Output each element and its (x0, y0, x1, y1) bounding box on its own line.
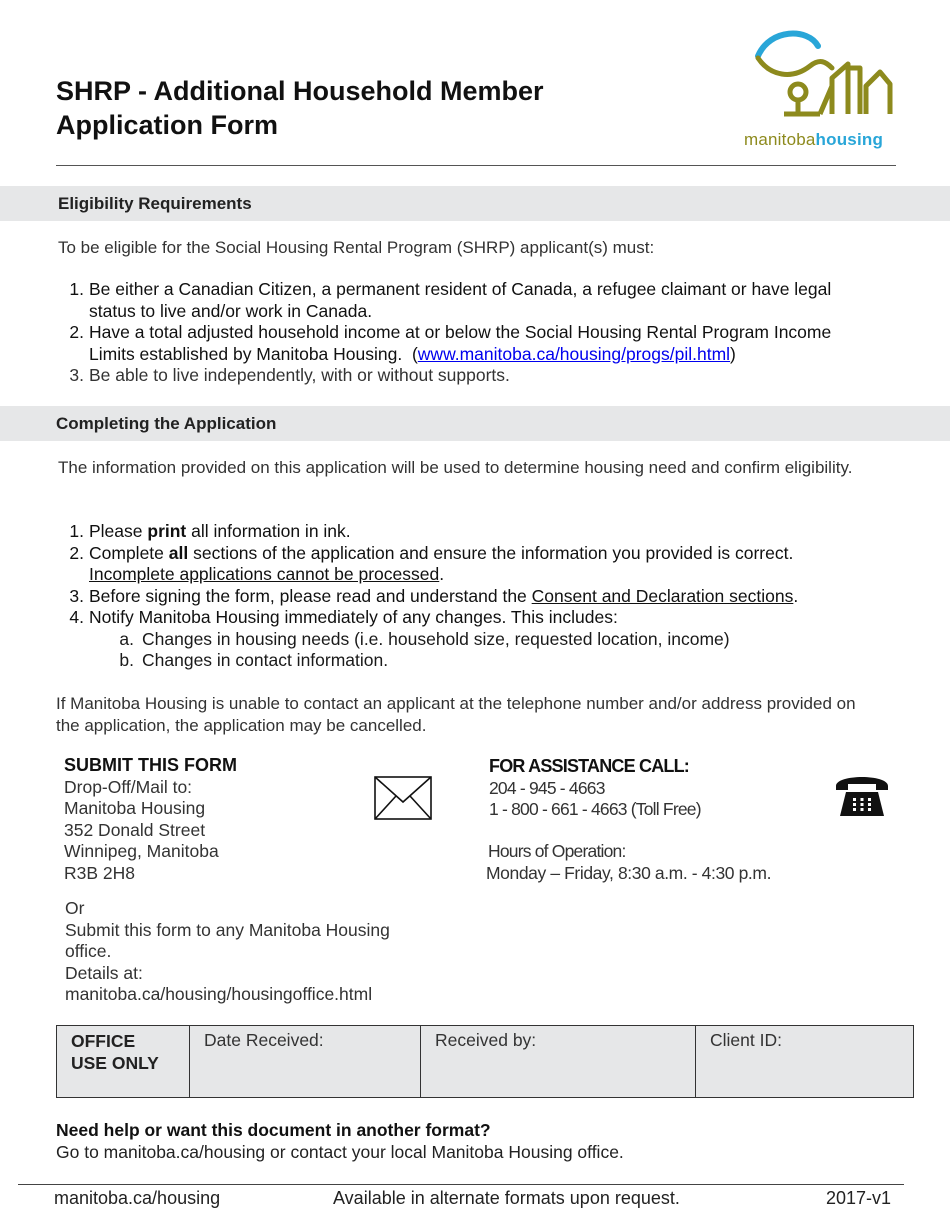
submit-form-block: SUBMIT THIS FORM Drop-Off/Mail to: Manitoba Housing 352 Donald Street Winnipeg, Manitoba R3B 2H8 (64, 755, 237, 883)
list-item: b. Changes in contact information. (119, 650, 389, 670)
alternate-submit-block: Or Submit this form to any Manitoba Housing office. Details at: manitoba.ca/housing/housingoffice.html (65, 898, 390, 1004)
assistance-block: FOR ASSISTANCE CALL: 204 - 945 - 4663 1 - 800 - 661 - 4663 (Toll Free) (489, 756, 809, 821)
received-by-field: Received by: (421, 1026, 696, 1098)
hours-block: Hours of Operation: Monday – Friday, 8:30 a.m. - 4:30 p.m. (486, 841, 772, 883)
instructions-list (56, 521, 936, 672)
list-item: 2. Complete all sections of the application and ensure the information you provided is correct. Incomplete applications cannot be processed. (69, 542, 794, 584)
footer-divider (18, 1184, 904, 1185)
help-heading: Need help or want this document in another format? (56, 1120, 491, 1140)
income-limits-link[interactable]: www.manitoba.ca/housing/progs/pil.html (417, 343, 731, 364)
logo-wordmark: manitobahousing (744, 130, 884, 149)
cancellation-note: If Manitoba Housing is unable to contact an applicant at the telephone number and/or address provided on the application, the application may be cancelled. (56, 694, 856, 735)
list-item: 4. Notify Manitoba Housing immediately of any changes. This includes: (69, 607, 618, 627)
phone-local: 204 - 945 - 4663 (489, 777, 605, 798)
page-title: SHRP - Additional Household Member Application Form (56, 76, 544, 140)
footer-formats-note: Available in alternate formats upon request. (333, 1188, 680, 1208)
office-use-label: OFFICE USE ONLY (57, 1026, 190, 1098)
list-item: a. Changes in housing needs (i.e. household size, requested location, income) (119, 628, 730, 649)
help-text: Go to manitoba.ca/housing or contact your local Manitoba Housing office. (56, 1142, 624, 1162)
list-item: 1. Please print all information in ink. (69, 521, 351, 541)
phone-toll-free: 1 - 800 - 661 - 4663 (Toll Free) (489, 799, 701, 819)
header-divider (56, 165, 896, 166)
client-id-field: Client ID: (696, 1026, 914, 1098)
list-item: 1. Be either a Canadian Citizen, a permanent resident of Canada, a refugee claimant or have legal status to live and/or work in Canada. (69, 279, 832, 321)
completing-section-header: Completing the Application (0, 406, 950, 441)
list-item: 2. Have a total adjusted household income at or below the Social Housing Rental Program Income Limits established by Manitoba Housing. (www.manitoba.ca/housing/progs/pil.html) (69, 322, 832, 364)
envelope-icon (374, 776, 432, 820)
completing-intro: The information provided on this application will be used to determine housing need and confirm eligibility. (58, 458, 853, 477)
eligibility-list (56, 279, 926, 387)
list-item: 3. Be able to live independently, with or without supports. (69, 365, 510, 385)
eligibility-intro: To be eligible for the Social Housing Rental Program (SHRP) applicant(s) must: (58, 238, 655, 257)
office-use-table (56, 1025, 914, 1098)
footer-version: 2017-v1 (826, 1188, 892, 1208)
list-item: 3. Before signing the form, please read and understand the Consent and Declaration sections. (69, 585, 799, 606)
footer-website: manitoba.ca/housing (54, 1188, 221, 1208)
eligibility-section-header: Eligibility Requirements (0, 186, 950, 221)
telephone-icon (832, 770, 892, 820)
date-received-field: Date Received: (190, 1026, 421, 1098)
